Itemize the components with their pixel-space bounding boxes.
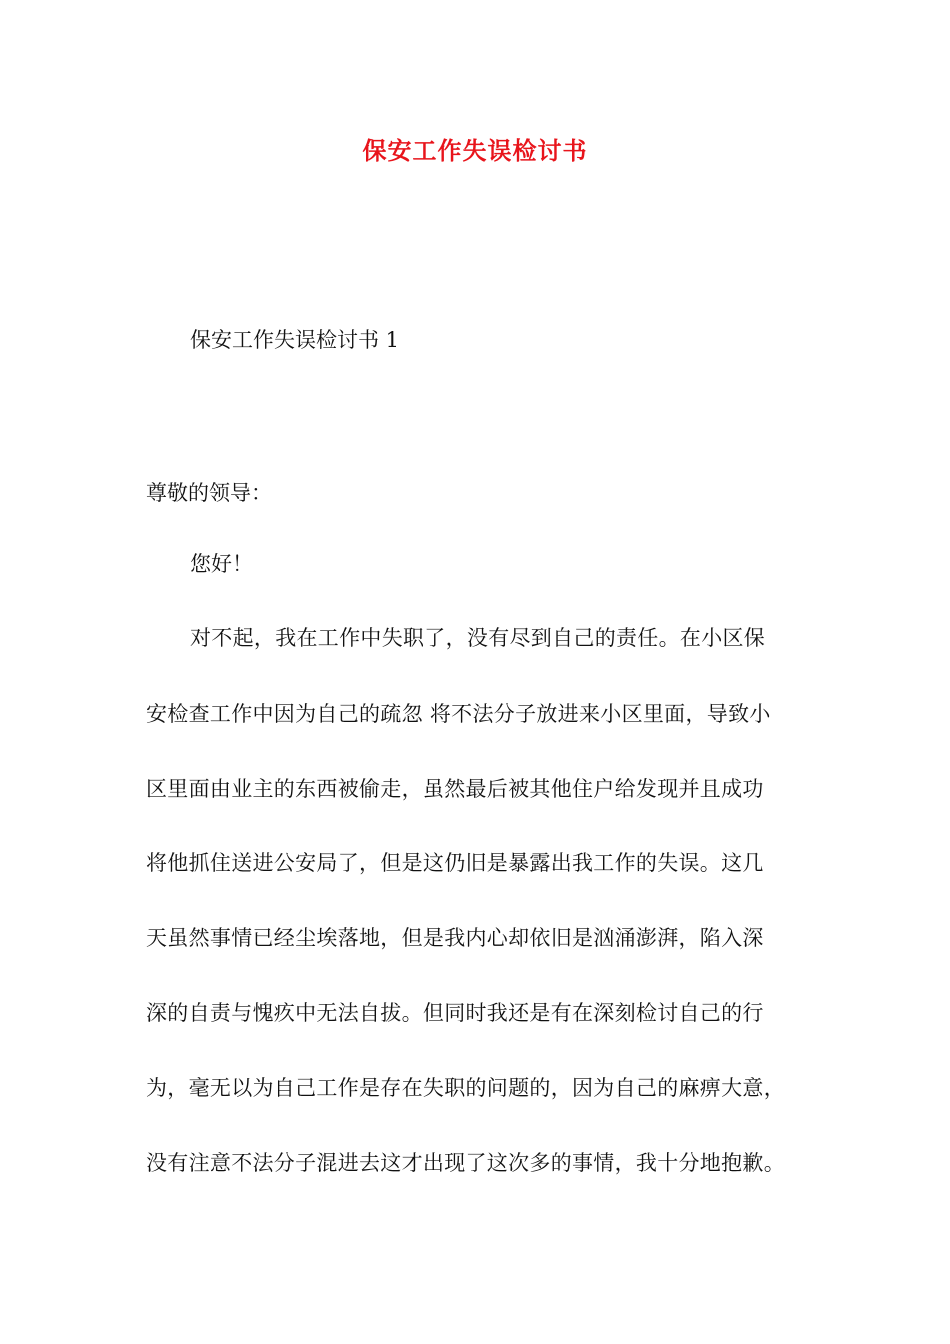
salutation: 尊敬的领导： [146, 481, 272, 505]
greeting: 您好！ [190, 552, 253, 576]
section-heading: 保安工作失误检讨书 1 [190, 328, 400, 352]
body-line-3: 区里面由业主的东西被偷走，虽然最后被其他住户给发现并且成功 [146, 777, 764, 801]
body-line-8: 没有注意不法分子混进去这才出现了这次多的事情，我十分地抱歉。 [146, 1151, 785, 1175]
body-line-7: 为，毫无以为自己工作是存在失职的问题的，因为自己的麻痹大意， [146, 1076, 785, 1100]
document-title: 保安工作失误检讨书 [362, 136, 588, 165]
body-line-4: 将他抓住送进公安局了，但是这仍旧是暴露出我工作的失误。这几 [146, 851, 764, 875]
body-line-1: 对不起，我在工作中失职了，没有尽到自己的责任。在小区保 [190, 626, 766, 650]
body-line-5: 天虽然事情已经尘埃落地，但是我内心却依旧是汹涌澎湃，陷入深 [146, 926, 764, 950]
body-line-6: 深的自责与愧疚中无法自拔。但同时我还是有在深刻检讨自己的行 [146, 1001, 764, 1025]
body-line-2: 安检查工作中因为自己的疏忽 将不法分子放进来小区里面，导致小 [146, 702, 771, 726]
